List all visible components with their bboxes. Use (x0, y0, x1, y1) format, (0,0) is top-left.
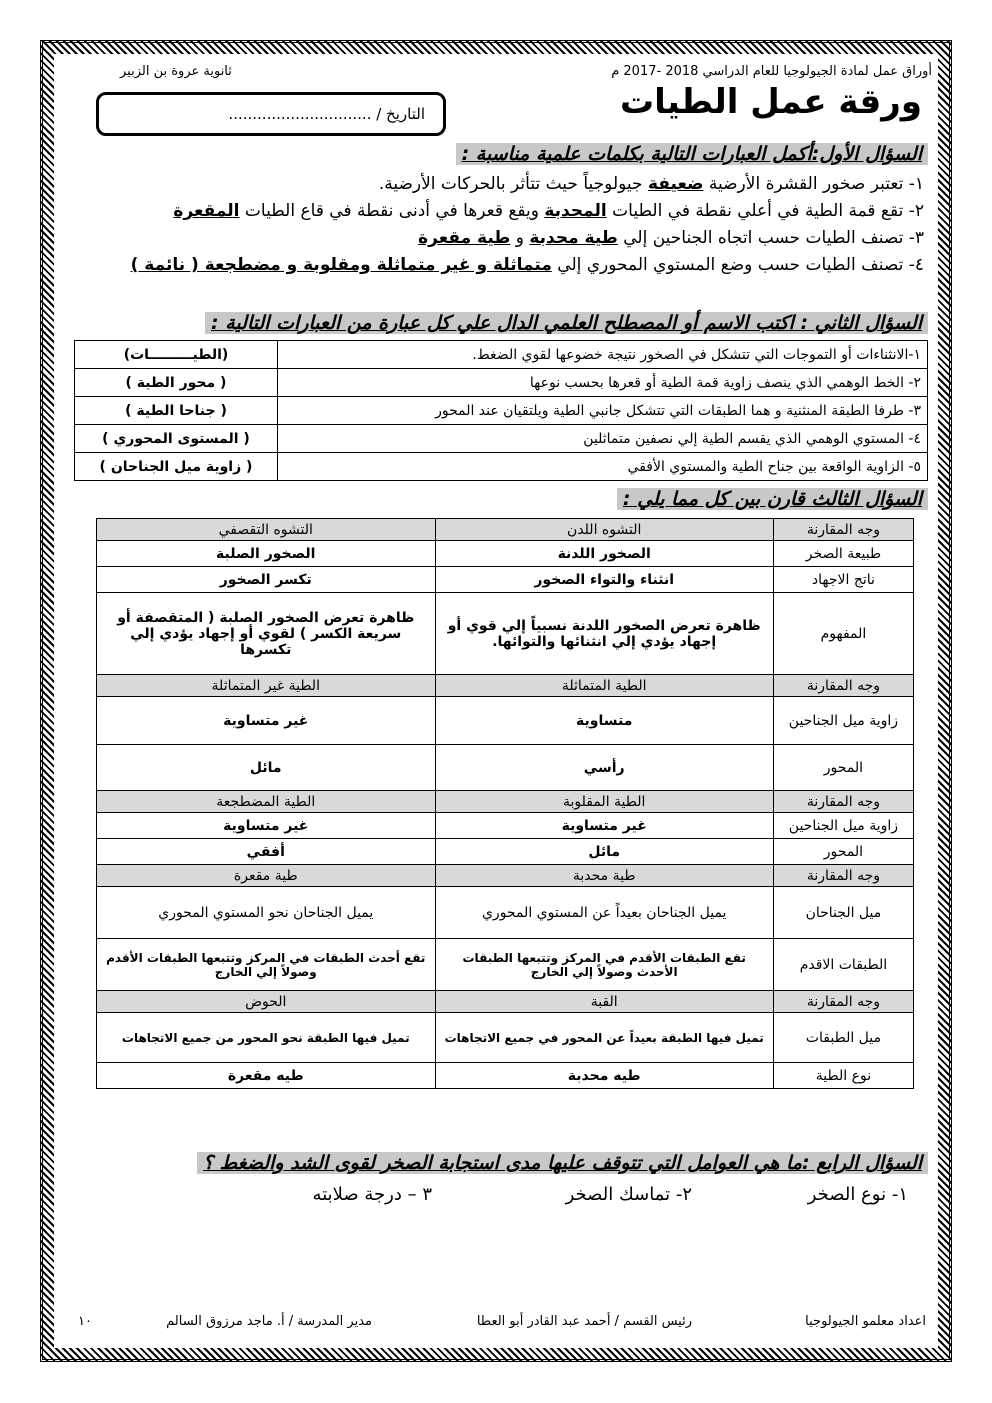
q3-rows-key: زاوية ميل الجناحين (773, 813, 913, 839)
q3-col-b: أفقي (97, 839, 436, 865)
q3-col-a: طية محدبة (435, 865, 773, 887)
q3-rows-key: المحور (773, 839, 913, 865)
footer-principal: مدير المدرسة / أ. ماجد مرزوق السالم (166, 1314, 372, 1329)
q2-answer: (الطيـــــــــات) (75, 341, 278, 369)
table-row (97, 593, 914, 675)
q2-table (74, 340, 928, 481)
q3-col-b: طيه مقعرة (97, 1063, 436, 1089)
q3-col-a: الطية المقلوبة (435, 791, 773, 813)
q3-heading: السؤال الثالث قارن بين كل مما يلي : (617, 488, 928, 510)
table-row (75, 425, 928, 453)
q2-text: ٤- المستوي الوهمي الذي يقسم الطية إلي نصفين متماثلين (278, 425, 928, 453)
table-row (97, 1013, 914, 1063)
q3-col-b: تميل فيها الطبقة نحو المحور من جميع الاتجاهات (97, 1013, 436, 1063)
q3-rows-key: وجه المقارنة (773, 991, 913, 1013)
q3-rows-key: المفهوم (773, 593, 913, 675)
q2-text: ٢- الخط الوهمي الذي ينصف زاوية قمة الطية أو قعرها بحسب نوعها (278, 369, 928, 397)
table-row (97, 791, 914, 813)
q2-text: ١-الانثناءات أو التموجات التي تتشكل في الصخور نتيجة خضوعها لقوي الضغط. (278, 341, 928, 369)
table-row (97, 991, 914, 1013)
q1-line-1: ١- تعتبر صخور القشرة الأرضية ضعيفة جيولوجياً حيث تتأثر بالحركات الأرضية. (378, 174, 924, 194)
table-row (75, 369, 928, 397)
q3-col-b: تكسر الصخور (97, 567, 436, 593)
table-row (75, 397, 928, 425)
q3-rows-key: ميل الطبقات (773, 1013, 913, 1063)
q3-col-a: الطية المتماثلة (435, 675, 773, 697)
table-row (97, 839, 914, 865)
q1-heading: السؤال الأول:أكمل العبارات التالية بكلمات علمية مناسبة : (456, 143, 928, 165)
q1-line-3: ٣- تصنف الطيات حسب اتجاه الجناحين إلي طية محدبة و طية مقعرة (418, 228, 924, 248)
q4-answer-2: ٢- تماسك الصخر (565, 1184, 692, 1205)
table-row (97, 1063, 914, 1089)
table-row (75, 453, 928, 481)
footer-head: رئيس القسم / أحمد عبد القادر أبو العطا (476, 1314, 692, 1329)
q3-rows-key: المحور (773, 745, 913, 791)
q2-text: ٣- طرفا الطبقة المنثنية و هما الطبقات التي تتشكل جانبي الطية ويلتقيان عند المحور (278, 397, 928, 425)
table-row (97, 745, 914, 791)
q3-col-a: التشوه اللدن (435, 519, 773, 541)
footer-page-number: ١٠ (78, 1314, 92, 1329)
table-row (97, 939, 914, 991)
q3-col-b: الصخور الصلبة (97, 541, 436, 567)
q3-col-b: غير متساوية (97, 697, 436, 745)
q2-heading: السؤال الثاني : اكتب الاسم أو المصطلح العلمي الدال علي كل عبارة من العبارات التالية : (205, 312, 928, 334)
q3-col-a: الصخور اللدنة (435, 541, 773, 567)
q3-col-b: ظاهرة تعرض الصخور الصلبة ( المتقصفة أو سريعة الكسر ) لقوي أو إجهاد يؤدي إلي تكسرها (97, 593, 436, 675)
table-row (97, 887, 914, 939)
q3-rows-key: طبيعة الصخر (773, 541, 913, 567)
q3-col-b: الطية المضطجعة (97, 791, 436, 813)
q2-answer: ( المستوى المحوري ) (75, 425, 278, 453)
q3-col-a: متساوية (435, 697, 773, 745)
q1-line-4: ٤- تصنف الطيات حسب وضع المستوي المحوري إلي متماثلة و غير متماثلة ومقلوبة و مضطجعة ( نائمة ) (130, 255, 924, 275)
q3-col-b: الطية غير المتماثلة (97, 675, 436, 697)
table-row (97, 865, 914, 887)
q2-answer: ( جناحا الطية ) (75, 397, 278, 425)
q4-answer-3: ٣ – درجة صلابته (312, 1184, 432, 1205)
q4-heading: السؤال الرابع :ما هي العوامل التي تتوقف عليها مدى استجابة الصخر لقوى الشد والضغط ؟ (197, 1152, 928, 1174)
q2-answer: ( محور الطية ) (75, 369, 278, 397)
q2-answer: ( زاوية ميل الجناحان ) (75, 453, 278, 481)
q4-answer-1: ١- نوع الصخر (807, 1184, 908, 1205)
q3-rows-key: الطبقات الاقدم (773, 939, 913, 991)
subject-line: أوراق عمل لمادة الجيولوجيا للعام الدراسي 2018 -2017 م (611, 64, 932, 79)
q3-col-b: غير متساوية (97, 813, 436, 839)
q3-col-a: يميل الجناحان بعيداً عن المستوي المحوري (435, 887, 773, 939)
q3-col-b: مائل (97, 745, 436, 791)
q3-rows-key: زاوية ميل الجناحين (773, 697, 913, 745)
q3-col-b: يميل الجناحان نحو المستوي المحوري (97, 887, 436, 939)
q3-col-b: التشوه التقصفي (97, 519, 436, 541)
q2-text: ٥- الزاوية الواقعة بين جناح الطية والمستوي الأفقي (278, 453, 928, 481)
q3-col-b: الحوض (97, 991, 436, 1013)
q3-col-b: تقع أحدث الطبقات في المركز وتتبعها الطبقات الأقدم وصولاً إلي الخارج (97, 939, 436, 991)
table-row (75, 341, 928, 369)
q3-rows-key: وجه المقارنة (773, 519, 913, 541)
q3-rows-key: وجه المقارنة (773, 675, 913, 697)
q3-col-a: غير متساوية (435, 813, 773, 839)
q3-col-a: تقع الطبقات الأقدم في المركز وتتبعها الطبقات الأحدث وصولاً إلي الخارج (435, 939, 773, 991)
q3-rows-key: ميل الجناحان (773, 887, 913, 939)
table-row (97, 519, 914, 541)
footer-prepared: اعداد معلمو الجيولوجيا (805, 1314, 926, 1329)
q1-line-2: ٢- تقع قمة الطية في أعلي نقطة في الطيات المحدبة ويقع قعرها في أدنى نقطة في قاع الطيات المقعرة (173, 201, 924, 221)
q3-col-a: ظاهرة تعرض الصخور اللدنة نسبياً إلي قوي أو إجهاد يؤدي إلي انثنائها والتوائها. (435, 593, 773, 675)
q3-col-a: القبة (435, 991, 773, 1013)
table-row (97, 813, 914, 839)
q3-col-a: طيه محدبة (435, 1063, 773, 1089)
page-title: ورقة عمل الطيات (620, 82, 922, 122)
q3-col-b: طية مقعرة (97, 865, 436, 887)
q3-col-a: مائل (435, 839, 773, 865)
q1-lines (104, 174, 924, 282)
q3-col-a: تميل فيها الطبقة بعيداً عن المحور في جميع الاتجاهات (435, 1013, 773, 1063)
q3-rows-key: ناتج الاجهاد (773, 567, 913, 593)
table-row (97, 675, 914, 697)
table-row (97, 541, 914, 567)
q3-table (96, 518, 914, 1089)
table-row (97, 697, 914, 745)
q3-rows-key: وجه المقارنة (773, 791, 913, 813)
q3-col-a: رأسي (435, 745, 773, 791)
date-label: التاريخ / .............................. (228, 105, 425, 123)
q3-rows-key: وجه المقارنة (773, 865, 913, 887)
q3-col-a: انثناء والتواء الصخور (435, 567, 773, 593)
q3-rows-key: نوع الطية (773, 1063, 913, 1089)
date-box (96, 92, 446, 136)
table-row (97, 567, 914, 593)
school-name: ثانوية عروة بن الزبير (120, 64, 232, 79)
